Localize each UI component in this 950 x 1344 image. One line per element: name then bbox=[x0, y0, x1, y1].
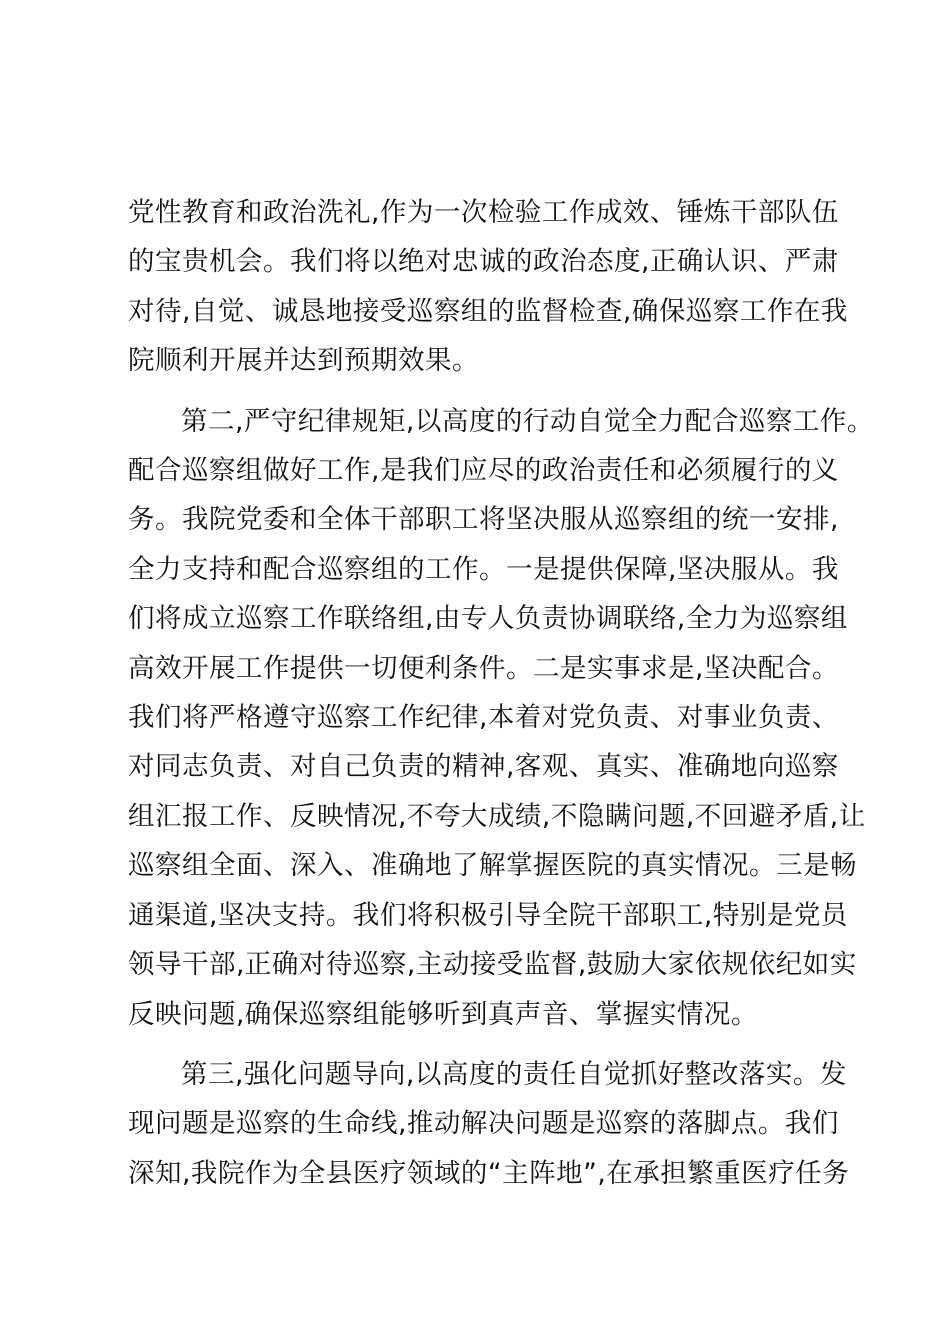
text-line: 对待,自觉、诚恳地接受巡察组的监督检查,确保巡察工作在我 bbox=[128, 295, 848, 327]
text-line: 组汇报工作、反映情况,不夸大成绩,不隐瞒问题,不回避矛盾,让 bbox=[128, 800, 866, 832]
text-line: 对同志负责、对自己负责的精神,客观、真实、准确地向巡察 bbox=[128, 751, 839, 783]
paragraph-3 bbox=[128, 1050, 850, 1198]
text-line: 现问题是巡察的生命线,推动解决问题是巡察的落脚点。我们 bbox=[128, 1108, 839, 1140]
text-line: 领导干部,正确对待巡察,主动接受监督,鼓励大家依规依纪如实 bbox=[128, 949, 857, 981]
text-line: 第三,强化问题导向,以高度的责任自觉抓好整改落实。发 bbox=[181, 1058, 847, 1090]
document-page bbox=[128, 188, 874, 1198]
text-line: 巡察组全面、深入、准确地了解掌握医院的真实情况。三是畅 bbox=[128, 850, 857, 882]
text-line: 我们将严格遵守巡察工作纪律,本着对党负责、对事业负责、 bbox=[128, 702, 839, 734]
paragraph-1 bbox=[128, 188, 848, 386]
text-line: 的宝贵机会。我们将以绝对忠诚的政治态度,正确认识、严肃 bbox=[128, 246, 839, 278]
paragraph-2 bbox=[128, 397, 874, 1039]
text-line: 务。我院党委和全体干部职工将坚决服从巡察组的统一安排, bbox=[128, 504, 839, 536]
text-line: 配合巡察组做好工作,是我们应尽的政治责任和必须履行的义 bbox=[128, 455, 839, 487]
text-line: 党性教育和政治洗礼,作为一次检验工作成效、锤炼干部队伍 bbox=[128, 197, 839, 228]
text-line: 反映问题,确保巡察组能够听到真声音、掌握实情况。 bbox=[128, 998, 758, 1030]
text-line: 全力支持和配合巡察组的工作。一是提供保障,坚决服从。我 bbox=[128, 553, 839, 585]
text-line: 通渠道,坚决支持。我们将积极引导全院干部职工,特别是党员 bbox=[128, 899, 848, 931]
text-line: 深知,我院作为全县医疗领域的“主阵地”,在承担繁重医疗任务 bbox=[128, 1157, 850, 1189]
text-line: 们将成立巡察工作联络组,由专人负责协调联络,全力为巡察组 bbox=[128, 603, 848, 635]
text-line: 院顺利开展并达到预期效果。 bbox=[128, 345, 479, 377]
text-line: 高效开展工作提供一切便利条件。二是实事求是,坚决配合。 bbox=[128, 652, 839, 684]
text-line: 第二,严守纪律规矩,以高度的行动自觉全力配合巡察工作。 bbox=[181, 405, 874, 437]
